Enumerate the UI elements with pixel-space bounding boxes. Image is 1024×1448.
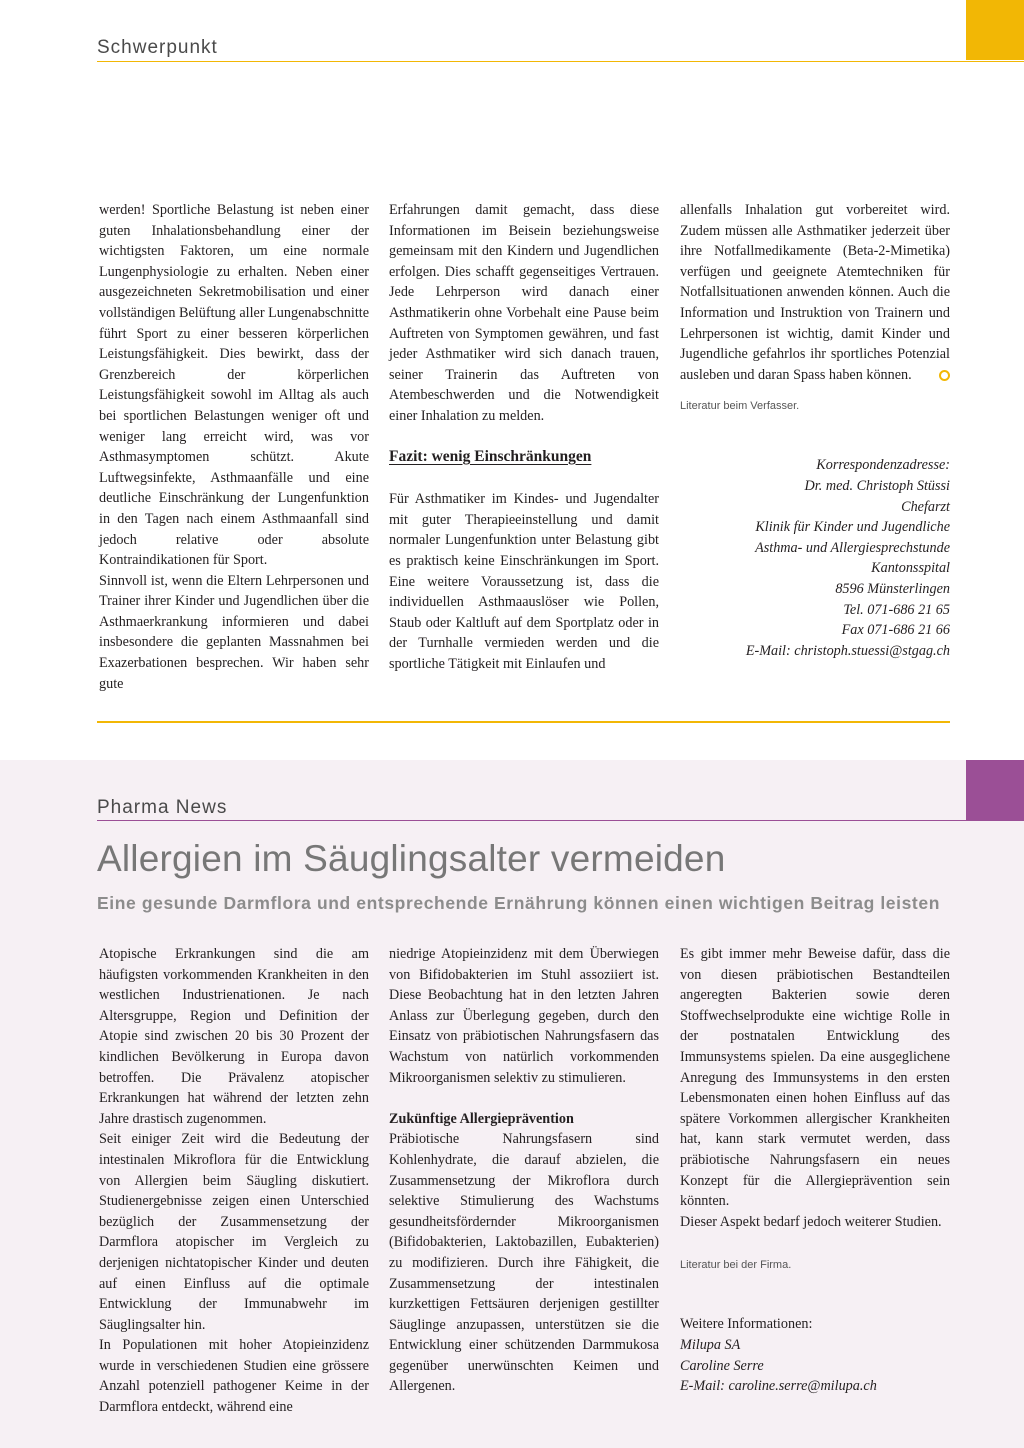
paragraph: Dieser Aspekt bedarf jedoch weiterer Studien. (680, 1213, 942, 1230)
paragraph: Präbiotische Nahrungsfasern sind Kohlenhydrate, die darauf abzielen, die Zusammensetzung der Mikroflora durch selektive Stimulierung des Wachstums gesundheitsfördernder Mikroorganismen (Bifidobakterien, Laktobazillen, Eubakterien) zu modifizieren. Durch ihre Fähigkeit, die Zusammensetzung der intestinalen kurzkettigen Fettsäuren derjenigen gestillter Säuglinge anzupassen, unterstützen sie die Entwicklung einer schützenden Darmmukosa gegenüber unerwünschten Keimen und Allergenen. (389, 1131, 659, 1395)
address-line: 8596 Münsterlingen (835, 580, 950, 597)
paragraph: werden! Sportliche Belastung ist neben einer guten Inhalationsbehandlung einer der wichtigsten Faktoren, um eine normale Lungenphysiologie zu erhalten. Neben einer ausgezeichneten Sekretmobilisation und einer vollständigen Belüftung aller Lungenabschnitte führt Sport zu einer besseren körperlichen Leistungsfähigkeit. Dies bewirkt, dass der Grenzbereich der körperlichen Leistungsfähigkeit sowohl im Alltag als auch bei sportlichen Belastungen weniger oft und weniger lang erreicht wird, was vor Asthmasymptomen schützt. Akute Luftwegsinfekte, Asthmaanfälle und eine deutliche Einschränkung der Lungenfunktion in den Tagen nach einem Asthmaanfall sind jedoch relative oder absolute Kontraindikationen für Sport. (99, 202, 369, 569)
address-line: Asthma- und Allergiesprechstunde (755, 539, 950, 556)
contact-info (680, 1314, 950, 1396)
address-line: Fax 071-686 21 66 (841, 622, 950, 639)
section-color-tab (966, 760, 1024, 820)
header-rule (97, 61, 1024, 62)
section-heading: Fazit: wenig Einschränkungen (389, 447, 592, 465)
paragraph: Atopische Erkrankungen sind die am häufigsten vorkommenden Krankheiten in den westlichen Industrienationen. Je nach Altersgruppe, Region und Definition der Atopie sind zwischen 20 bis 30 Prozent der kindlichen Bevölkerung in Europa davon betroffen. Die Prävalenz atopischer Erkrankungen hat während der letzten zehn Jahre drastisch zugenommen. (99, 946, 369, 1127)
paragraph: niedrige Atopieinzidenz mit dem Überwiegen von Bifidobakterien im Stuhl assoziiert ist. Diese Beobachtung hat in den letzten Jahren Anlass zur Überlegung gegeben, durch den Einsatz von präbiotischen Nahrungsfasern das Wachstum von natürlich vorkommenden Mikroorganismen selektiv zu stimulieren. (389, 946, 659, 1086)
end-of-article-icon (939, 370, 950, 381)
address-line: Korrespondenzadresse: (816, 457, 950, 474)
contact-email: E-Mail: caroline.serre@milupa.ch (680, 1378, 877, 1395)
correspondence-address (680, 455, 950, 661)
article-column-3 (680, 200, 950, 661)
paragraph: Es gibt immer mehr Beweise dafür, dass die von diesen präbiotischen Bestandteilen angeregten Bakterien sowie deren Stoffwechselprodukte eine wichtige Rolle in der postnatalen Entwicklung des Immunsystems spielen. Da eine ausgeglichene Anregung des Immunsystems in den ersten Lebensmonaten einen hohen Einfluss auf das spätere Vorkommen allergischer Krankheiten hat, kann stark vermutet werden, dass präbiotische Nahrungsfasern ein neues Konzept für die Allergieprävention sein könnten. (680, 946, 950, 1210)
contact-company: Milupa SA (680, 1336, 741, 1353)
contact-heading: Weitere Informationen: (680, 1316, 813, 1333)
section-color-tab (966, 0, 1024, 60)
article-subheadline: Eine gesunde Darmflora und entsprechende Ernährung können einen wichtigen Beitrag leisten (97, 893, 940, 913)
paragraph: Sinnvoll ist, wenn die Eltern Lehrpersonen und Trainer ihrer Kinder und Jugendlichen über die Asthmaerkrankung informieren und dabei insbesondere die geplanten Massnahmen bei Exazerbationen besprechen. Wir haben sehr gute (99, 572, 369, 692)
paragraph: Für Asthmatiker im Kindes- und Jugendalter mit guter Therapieeinstellung und damit normaler Lungenfunktion unter Belastung gibt es praktisch keine Einschränkungen im Sport. Eine weitere Voraussetzung ist, dass die individuellen Asthmaauslöser wie Pollen, Staub oder Kaltluft auf dem Sportplatz oder in der Turnhalle vermieden werden und die sportliche Tätigkeit mit Einlaufen und (389, 491, 659, 672)
article-column-1 (99, 200, 369, 694)
article-headline: Allergien im Säuglingsalter vermeiden (97, 838, 726, 879)
address-line: Dr. med. Christoph Stüssi (804, 477, 950, 494)
paragraph (680, 200, 950, 385)
paragraph: In Populationen mit hoher Atopieinzidenz wurde in verschiedenen Studien eine grössere Anzahl potenziell pathogener Keime in der Darmflora entdeckt, während eine (99, 1337, 369, 1416)
contact-person: Caroline Serre (680, 1357, 764, 1374)
header-rule (97, 820, 1024, 821)
address-line: Klinik für Kinder und Jugendliche (755, 519, 950, 536)
section-label-schwerpunkt: Schwerpunkt (97, 37, 218, 58)
section-label-pharma-news: Pharma News (97, 797, 228, 818)
paragraph: Erfahrungen damit gemacht, dass diese Informationen im Beisein beziehungsweise gemeinsam mit den Kindern und Jugendlichen erfolgen. Dies schafft gegenseitiges Vertrauen. Jede Lehrperson wird danach einer Asthmatikerin ohne Vorbehalt eine Pause beim Auftreten von Symptomen gewähren, und fast jeder Asthmatiker wird sich danach trauen, seiner Trainerin das Auftreten von Atembeschwerden und die Notwendigkeit einer Inhalation zu melden. (389, 202, 659, 424)
paragraph-text: allenfalls Inhalation gut vorbereitet wird. Zudem müssen alle Asthmatiker jederzeit über ihre Notfallmedikamente (Beta-2-Mimetika) verfügen und geeignete Atemtechniken für Notfallsituationen anwenden können. Auch die Information und Instruktion von Trainern und Lehrpersonen ist wichtig, damit Kinder und Jugendliche gefahrlos ihr sportliches Potenzial ausleben und daran Spass haben können. (680, 202, 950, 383)
article-column-2 (389, 200, 659, 674)
address-line: Kantonsspital (871, 560, 950, 577)
article-end-rule (97, 721, 950, 723)
address-line: Chefarzt (901, 498, 950, 515)
paragraph: Seit einiger Zeit wird die Bedeutung der intestinalen Mikroflora für die Entwicklung von Allergien beim Säugling diskutiert. Studienergebnisse zeigen einen Unterschied bezüglich der Zusammensetzung der Darmflora atopischer im Vergleich zu derjenigen nichtatopischer Kinder und deuten auf einen Einfluss auf die optimale Entwicklung der Immunabwehr im Säuglingsalter hin. (99, 1131, 369, 1333)
article-column-1 (99, 944, 369, 1418)
article-column-2 (389, 944, 659, 1397)
article-column-3 (680, 944, 950, 1397)
address-line: Tel. 071-686 21 65 (843, 601, 950, 618)
section-heading: Zukünftige Allergieprävention (389, 1110, 574, 1127)
email-line: E-Mail: christoph.stuessi@stgag.ch (745, 642, 950, 659)
literature-note: Literatur beim Verfasser. (680, 400, 800, 413)
literature-note: Literatur bei der Firma. (680, 1259, 792, 1272)
